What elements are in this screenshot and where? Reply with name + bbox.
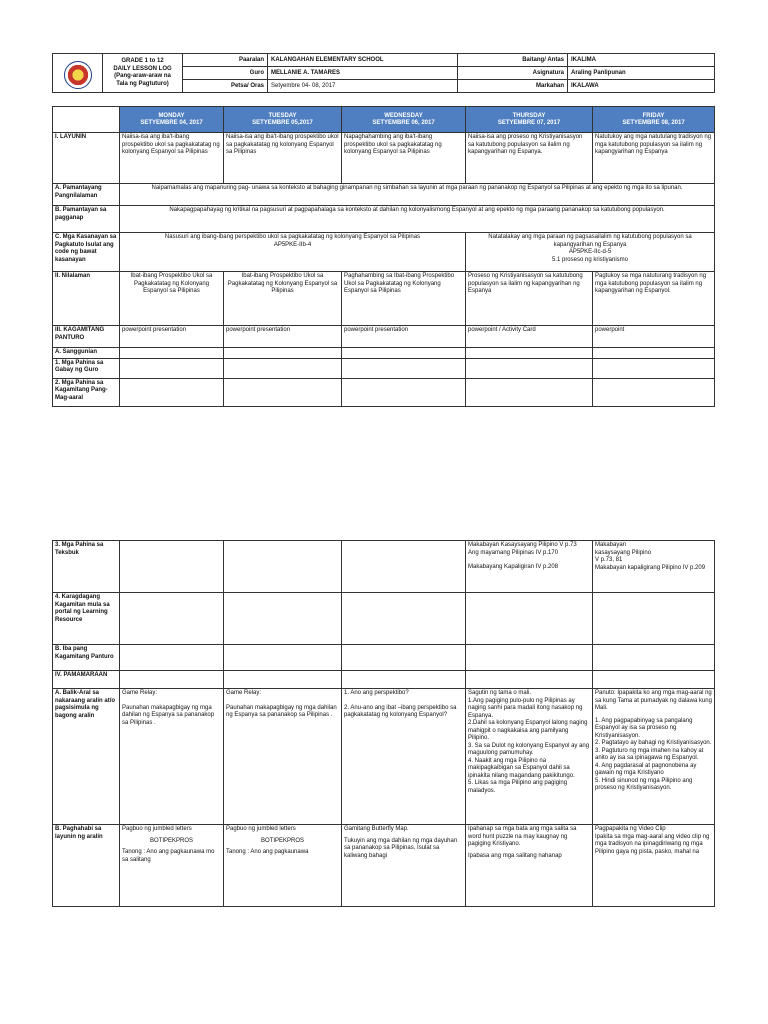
iba-pang-row (53, 645, 715, 671)
petsa-value: Setyembre 04- 08, 2017 (268, 80, 458, 93)
kasanayan-code-a: AP5PKE-IIb-4 (273, 241, 312, 248)
markahan-label: Markahan (458, 80, 568, 93)
pamantayan-sa-pagganap-text: Nakapagpapahayag ng kritikal na pagsusuri at pagpapahalaga sa konteksto at dahilan ng kolonyalismong Espanyol at ang epekto ng mga paraang pananakop sa katutubong populasyon. (120, 206, 715, 233)
pamamaraan-row (53, 671, 715, 689)
kagamitang-thu: powerpoint / Activity Card (466, 326, 593, 348)
paghahabi-label: B. Paghahabi sa layunin ng aralin (53, 825, 120, 907)
nilalaman-mon: Ibat-ibang Prospektibo Ukol sa Pagkakatatag ng Kolonyang Espanyol sa Pilipinas (120, 272, 224, 326)
kagamitang-tue: powerpoint presentation (224, 326, 342, 348)
kasanayan-code-b: AP5PKE-IIc-d-5 (568, 249, 612, 255)
nilalaman-thu: Proseso ng Kristiyanisasyon sa katutubong populasyon sa ilalim ng kapangyarihan ng Espanya (466, 272, 593, 326)
balik-aral-thu: Sagutin ng tama o mali. 1.Ang pagiging pulo-pulo ng Pilipinas ay naging sanhi para madali itong nasakop ng Espanya. 2.Dahil sa kolonyang Espanyol lalong naging mahigpit o nagkakaisa ang pamilyang Pilipino. 3. Sa sa Dulot ng kolonyang Espanyol ay ang maguulong pamumuhay. 4. Naakit ang mga Pilipino na makipagkaibigan sa Espanyol dahil sa ipinakita nilang magandang pakikitungo. 5. Likas sa mga Pilipino ang pagiging maladyos. (466, 689, 593, 825)
paaralan-label: Paaralan (183, 54, 268, 67)
gabay-row (53, 358, 715, 378)
layunin-label: I. LAYUNIN (53, 133, 120, 184)
deped-seal-icon (64, 61, 92, 89)
iba-pang-label: B. Iba pang Kagamitang Panturo (53, 645, 120, 671)
nilalaman-fri: Pagtukoy sa mga natuturang tradisyon ng mga katutubong populasyon sa ilalim ng kapangyarihan ng Espanyol. (593, 272, 715, 326)
kagamitang-fri: powerpoint (593, 326, 715, 348)
kagamitang-pang-mag-aaral-row (53, 378, 715, 406)
kagamitang-wed: powerpoint presentation (342, 326, 466, 348)
kasanayan-thu-fri (466, 233, 715, 272)
teksbuk-fri: Makabayan kasaysayang Pilipino V p.73, 81 Makabayan kapaligirang Pilipino IV p.209 (593, 541, 715, 593)
dll-title: GRADE 1 to 12 DAILY LESSON LOG (Pang-araw-araw na Tala ng Pagtuturo) (103, 54, 183, 93)
nilalaman-tue: Ibat-ibang Prospektibo Ukol sa Pagkakatatag ng Kolonyang Espanyol sa Pilipinas (224, 272, 342, 326)
day-header-friday: FRIDAY SETYEMBRE 08, 2017 (593, 107, 715, 133)
karagdagang-label: 4. Karagdagang Kagamitan mula sa portal ng Learning Resource (53, 593, 120, 645)
kasanayan-code-b2: 5.1 proseso ng kristiyanismo (551, 256, 629, 263)
nilalaman-row (53, 272, 715, 326)
balik-aral-mon: Game Relay: Paunahan makapagbigay ng mga dahilan ng Espanya sa pananakop sa Pilipinas . (120, 689, 224, 825)
sanggunian-row (53, 348, 715, 359)
kasanayan-label: C. Mga Kasanayan sa Pagkatuto Isulat ang code ng bawat kasanayan (53, 233, 120, 272)
lesson-log-table-1 (52, 106, 715, 407)
guro-value: MELLANIE A. TAMARES (268, 67, 458, 80)
kasanayan-text-b: Natatalakay ang mga paraan ng pagsasailalim ng katutubong populasyon sa kapangyarihan ng Espanya (488, 234, 692, 248)
pamamaraan-label: IV. PAMAMARAAN (53, 671, 120, 689)
layunin-tue: Naiisa-isa ang iba't-ibang prospektibo ukol sa pagkakatatag ng kolonyang Espanyol sa Pilipinas (224, 133, 342, 184)
asignatura-label: Asignatura (458, 67, 568, 80)
kagamitang-pang-mag-aaral-label: 2. Mga Pahina sa Kagamitang Pang-Mag-aaral (53, 378, 120, 406)
kagamitang-panturo-row (53, 326, 715, 348)
corner-cell (53, 107, 120, 133)
paghahabi-fri: Pagpapakita ng Video Clip Ipakita sa mga mag-aaral ang video clip ng mga tradisyon na ipinagdiriwang ng mga Pilipino gaya ng pista, pasko, mahal na (593, 825, 715, 907)
kasanayan-mon-wed (120, 233, 466, 272)
pamantayan-sa-pagganap-label: B. Pamantayan sa pagganap (53, 206, 120, 233)
pamantayang-pangnilalaman-text: Naipamamalas ang mapanuring pag- unawa sa konteksto at bahaging ginampanan ng simbahan sa layunin at mga paraan ng pananakop ng Espanyol sa Pilipinas at ang epekto ng mga ito sa lipunan. (120, 184, 715, 206)
baitang-label: Baitang/ Antas (458, 54, 568, 67)
paghahabi-row (53, 825, 715, 907)
petsa-label: Petsa/ Oras (183, 80, 268, 93)
pamantayang-pangnilalaman-label: A. Pamantayang Pangnilalaman (53, 184, 120, 206)
layunin-thu: Naiisa-isa ang proseso ng Kristiyanisasyon sa katutubong populasyon sa ilalim ng kapangyarihan ng Espanya. (466, 133, 593, 184)
kagamitang-mon: powerpoint presentation (120, 326, 224, 348)
balik-aral-fri: Panuto: Ipapakita ko ang mga mag-aaral ng sa kung Tama at pumadyak ng dalawa kung Mali. 1. Ang pagpapabinyag sa pangalang Espanyol ay isa sa proseso ng Kristiyanisasyon. 2. Pagtatayo ay bahagi ng Kristiyanisasyon. 3. Pagtuturo ng mga imahen na kahoy at anito ay isa sa ipinagawa ng Espanyol. 4. Ang pagdarasal at pagnonobena ay gawain ng mga Kristiyano 5. Hindi sinunod ng mga Pilipino ang proseso ng Kristiyanisasyon. (593, 689, 715, 825)
sanggunian-label: A. Sanggunian (53, 348, 120, 359)
layunin-mon: Naiisa-isa ang iba't-ibang prospektibo ukol sa pagkakatatag ng kolonyang Espanyol sa Pilipinas (120, 133, 224, 184)
paghahabi-wed: Gamitang Butterfly Map. Tukuyin ang mga dahilan ng mga dayuhan sa pananakop sa Pilipinas. Isulat sa kaliwang bahagi (342, 825, 466, 907)
kagamitang-panturo-label: III. KAGAMITANG PANTURO (53, 326, 120, 348)
markahan-value: IKALAWA (568, 80, 715, 93)
layunin-fri: Natutukoy ang mga natutulang tradisyon ng mga katutubong populasyon sa ilalim ng kapangyarihan ng Espanya (593, 133, 715, 184)
layunin-row (53, 133, 715, 184)
gabay-label: 1. Mga Pahina sa Gabay ng Guro (53, 358, 120, 378)
karagdagang-row (53, 593, 715, 645)
balik-aral-tue: Game Relay: Paunahan makapagbigay ng mga dahilan ng Espanya sa pananakop sa Pilipinas . (224, 689, 342, 825)
pamantayan-sa-pagganap-row (53, 206, 715, 233)
paaralan-value: KALANGAHAN ELEMENTARY SCHOOL (268, 54, 458, 67)
kasanayan-text-a: Nasusuri ang ibang-ibang perspektibo ukol sa pagkakatatag ng kolonyang Espanyol sa Pilipinas (164, 234, 421, 240)
layunin-wed: Napaghahambing ang iba't-ibang prospektibo ukol sa pagkakatatag ng kolonyang Espanyol sa Pilipinas (342, 133, 466, 184)
teksbuk-thu: Makabayan Kasaysayang Pilipino V p.73 Ang mayamang Pilipinas IV p.170 Makabayang Kapaligiran IV p.208 (466, 541, 593, 593)
guro-label: Guro (183, 67, 268, 80)
lesson-log-table-2 (52, 540, 715, 907)
day-header-monday: MONDAY SETYEMBRE 04, 2017 (120, 107, 224, 133)
paghahabi-mon: Pagbuo ng jumbled letters BOTIPEKPROS Tanong : Ano ang pagkaunawa mo sa salitang (120, 825, 224, 907)
nilalaman-wed: Paghahambing sa Ibat-ibang Prospektibo Ukol sa Pagkakatatag ng Kolonyang Espanyol sa Pilipinas (342, 272, 466, 326)
baitang-value: IKALIMA (568, 54, 715, 67)
teksbuk-label: 3. Mga Pahina sa Teksbuk (53, 541, 120, 593)
day-header-thursday: THURSDAY SETYEMBRE 07, 2017 (466, 107, 593, 133)
nilalaman-label: II. Nilalaman (53, 272, 120, 326)
day-header-wednesday: WEDNESDAY SETYEMBRE 06, 2017 (342, 107, 466, 133)
teksbuk-row (53, 541, 715, 593)
balik-aral-wed: 1. Ano ang perspektibo? 2. Anu-ano ang ibat –ibang perspektibo sa pagkakatatag ng kolonyang Espanyol? (342, 689, 466, 825)
paghahabi-thu: Ipahanap sa mga bata ang mga salita sa word hunt puzzle na may kaugnay ng pagiging Kristiyano. Ipabasa ang mga salitang nahanap (466, 825, 593, 907)
balik-aral-label: A. Balik-Aral sa nakaraang aralin at/o pagsisimula ng bagong aralin (53, 689, 120, 825)
deped-seal-cell (53, 54, 103, 93)
kasanayan-row (53, 233, 715, 272)
asignatura-value: Araling Panlipunan (568, 67, 715, 80)
paghahabi-tue: Pagbuo ng jumbled letters BOTIPEKPROS Tanong : Ano ang pagkaunawa (224, 825, 342, 907)
balik-aral-row (53, 689, 715, 825)
day-header-tuesday: TUESDAY SETYEMBRE 05,2017 (224, 107, 342, 133)
header-table (52, 53, 715, 93)
pamantayang-pangnilalaman-row (53, 184, 715, 206)
